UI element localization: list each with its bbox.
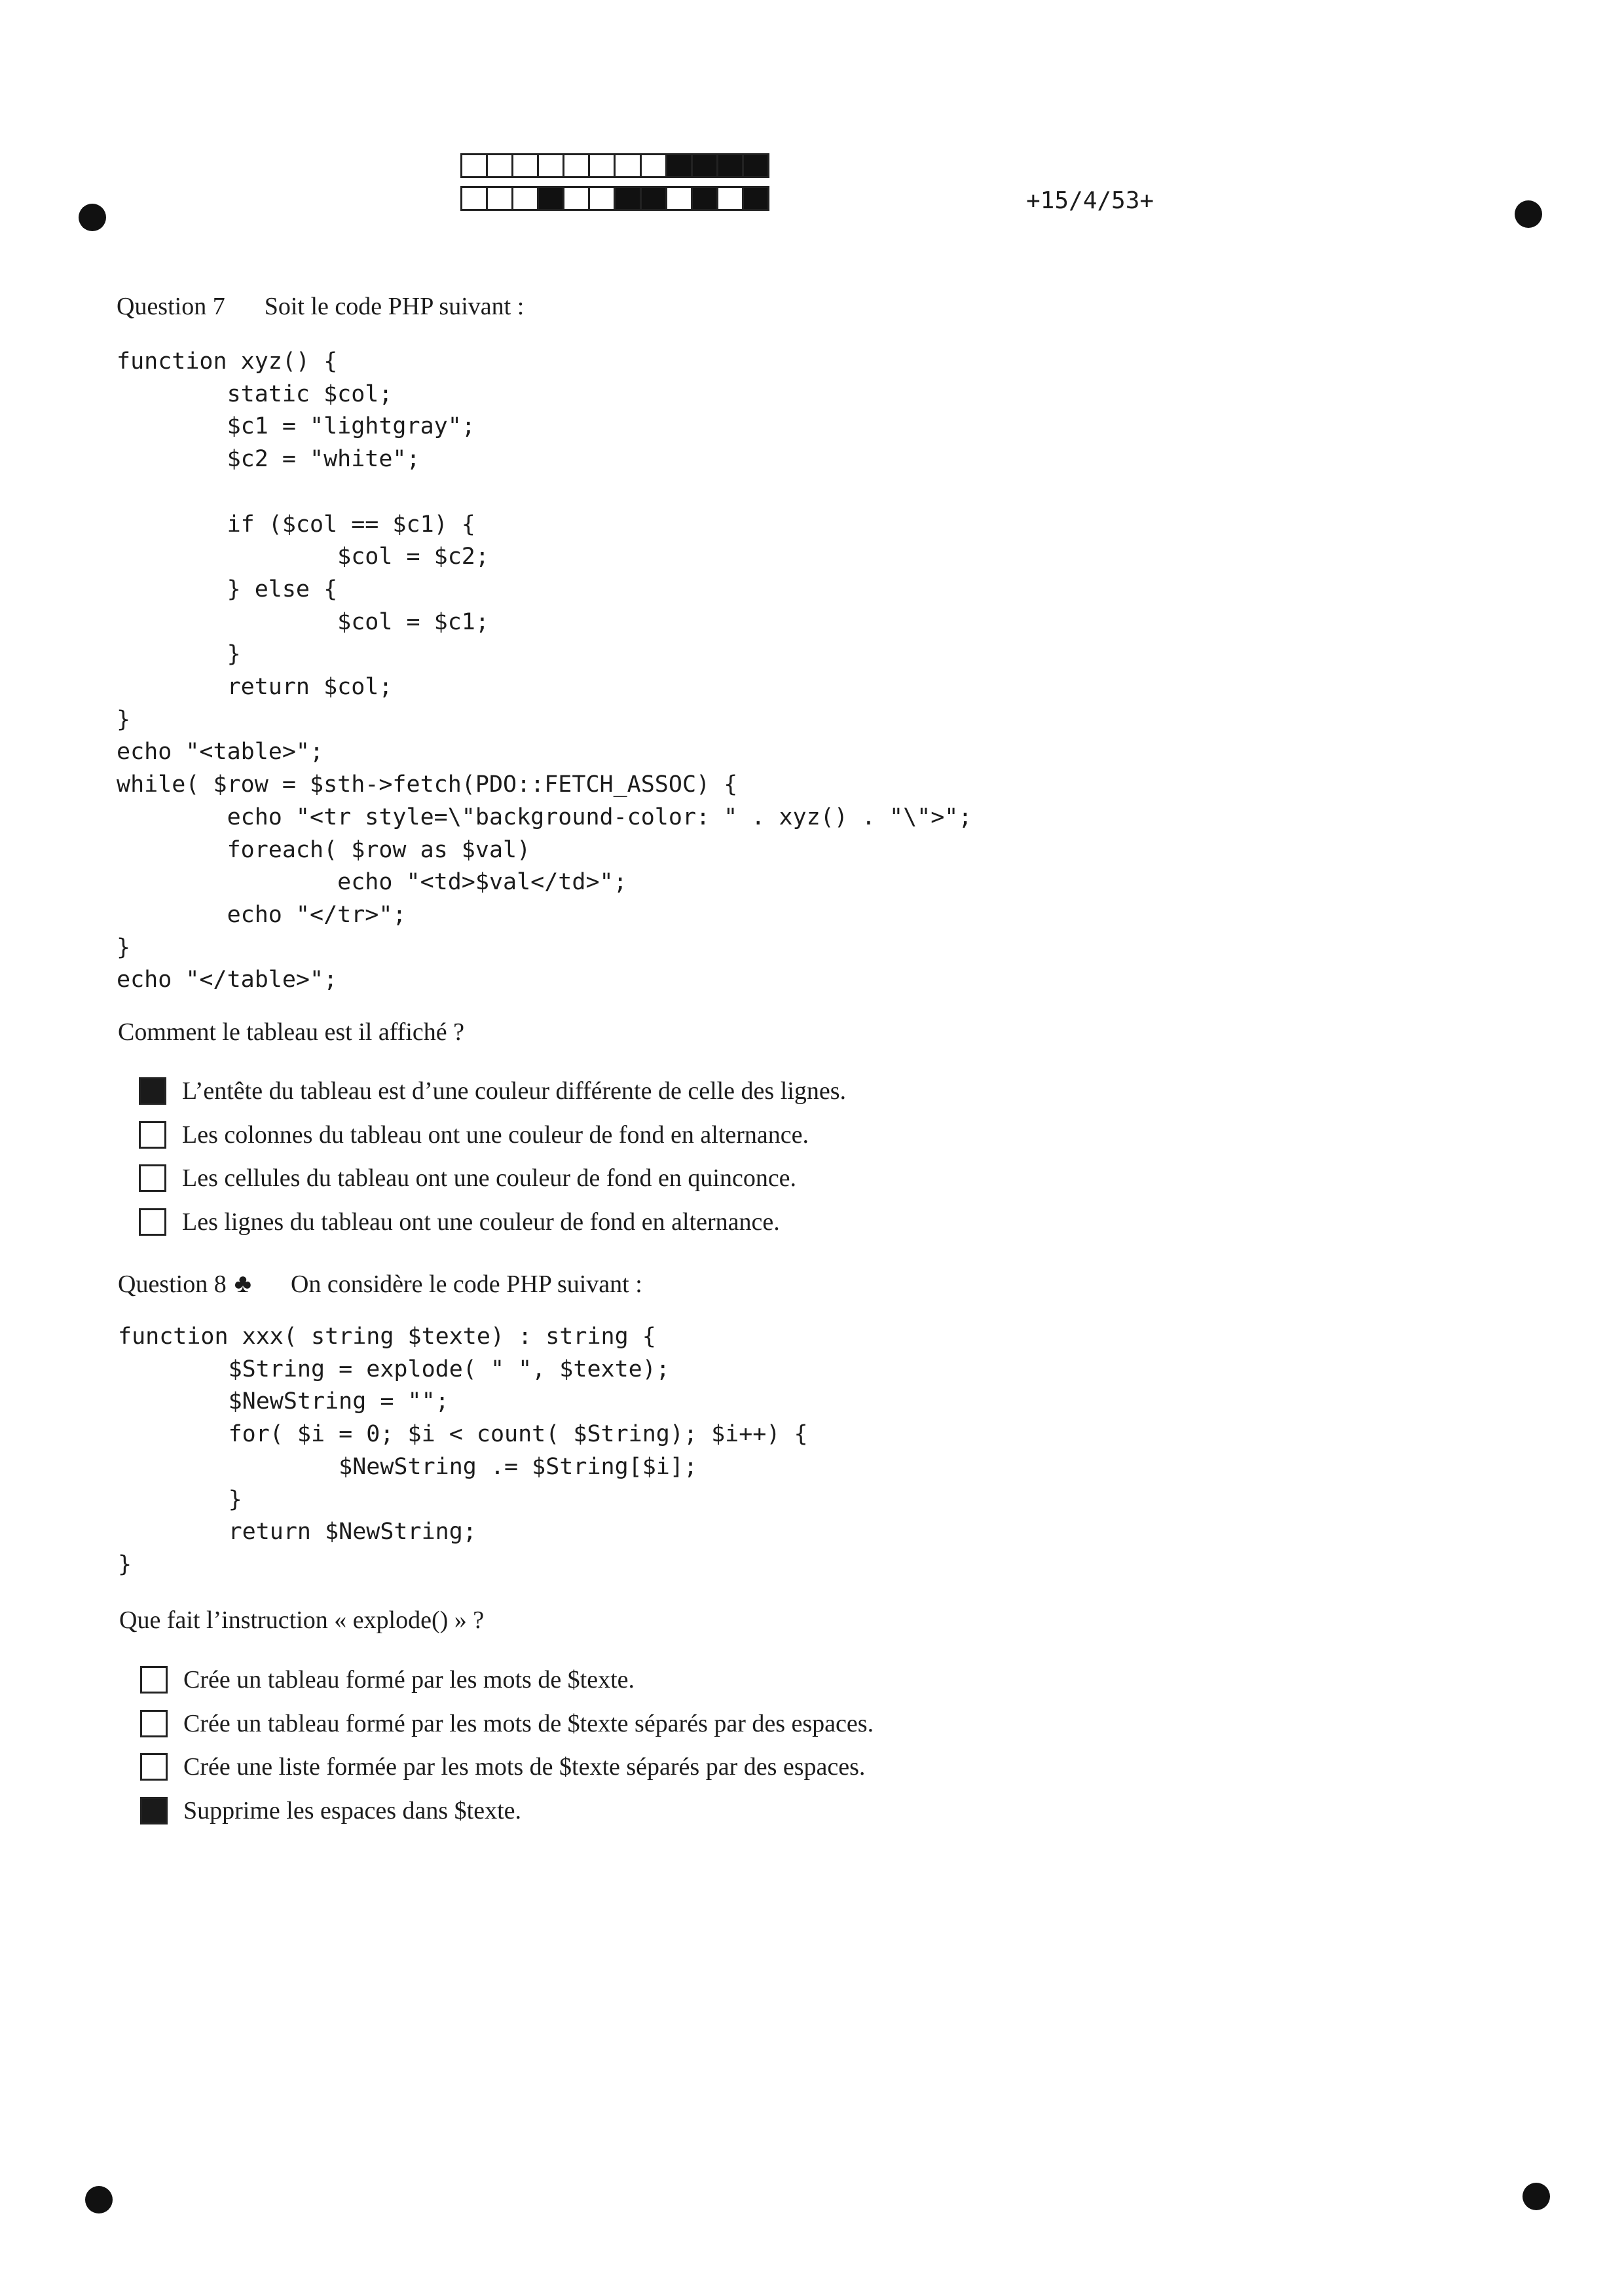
barcode-cell xyxy=(539,188,564,209)
barcode-cell xyxy=(744,188,767,209)
registration-mark-bottom-right xyxy=(1522,2183,1550,2210)
barcode-cell xyxy=(590,155,616,176)
barcode-cell xyxy=(642,188,667,209)
answer-option[interactable] xyxy=(140,1745,874,1789)
barcode-cell xyxy=(488,188,513,209)
question-7-number: Question 7 xyxy=(117,293,225,320)
question-8-title: On considère le code PHP suivant : xyxy=(290,1270,642,1298)
answer-text: Crée un tableau formé par les mots de $texte. xyxy=(183,1666,635,1694)
barcode-row-2 xyxy=(460,186,769,211)
answer-checkbox[interactable] xyxy=(140,1797,168,1824)
answer-option[interactable] xyxy=(139,1200,846,1244)
answer-checkbox[interactable] xyxy=(139,1121,166,1149)
barcode-cell xyxy=(616,188,641,209)
barcode-cell xyxy=(718,188,744,209)
answer-checkbox[interactable] xyxy=(139,1164,166,1192)
question-8-header xyxy=(118,1268,642,1299)
barcode-cell xyxy=(564,155,590,176)
barcode-cell xyxy=(488,155,513,176)
barcode-cell xyxy=(744,155,767,176)
answer-checkbox[interactable] xyxy=(140,1753,168,1781)
answer-text: Crée une liste formée par les mots de $texte séparés par des espaces. xyxy=(183,1753,866,1781)
answer-text: Crée un tableau formé par les mots de $texte séparés par des espaces. xyxy=(183,1709,874,1737)
question-8-number: Question 8 xyxy=(118,1270,227,1298)
registration-mark-top-right xyxy=(1515,200,1542,228)
barcode-cell xyxy=(667,188,693,209)
answer-text: L’entête du tableau est d’une couleur différente de celle des lignes. xyxy=(182,1077,846,1105)
answer-option[interactable] xyxy=(139,1113,846,1157)
answer-text: Les lignes du tableau ont une couleur de fond en alternance. xyxy=(182,1208,780,1236)
answer-text: Supprime les espaces dans $texte. xyxy=(183,1796,522,1824)
answer-checkbox[interactable] xyxy=(139,1208,166,1236)
question-7-code: function xyz() { static $col; $c1 = "lightgray"; $c2 = "white"; if ($col == $c1) { $col = $c2; } else { $col = $c1; } return $col; } echo "<table>"; while( $row = $sth->fetch(PDO::FETCH_ASSOC) { echo "<tr style=\"background-color: " . xyz() . "\">"; foreach( $row as $val) echo "<td>$val</td>"; echo "</tr>"; } echo "</table>"; xyxy=(117,348,972,993)
barcode-cell xyxy=(718,155,744,176)
answer-text: Les colonnes du tableau ont une couleur de fond en alternance. xyxy=(182,1120,809,1149)
question-7-header xyxy=(117,292,524,321)
question-7-title: Soit le code PHP suivant : xyxy=(264,293,525,320)
barcode-cell xyxy=(539,155,564,176)
page-id: +15/4/53+ xyxy=(1026,187,1154,214)
barcode-cell xyxy=(616,155,641,176)
question-8-code: function xxx( string $texte) : string { $String = explode( " ", $texte); $NewString = ""; for( $i = 0; $i < count( $String); $i++) { $NewString .= $String[$i]; } return $NewString; } xyxy=(118,1324,808,1578)
barcode-cell xyxy=(667,155,693,176)
barcode-cell xyxy=(693,188,718,209)
question-7-answers xyxy=(139,1069,846,1244)
answer-option[interactable] xyxy=(139,1157,846,1200)
answer-option[interactable] xyxy=(140,1702,874,1746)
barcode-cell xyxy=(462,155,488,176)
answer-checkbox[interactable] xyxy=(140,1710,168,1737)
answer-option[interactable] xyxy=(140,1789,874,1833)
barcode-cell xyxy=(462,188,488,209)
barcode-cell xyxy=(564,188,590,209)
answer-option[interactable] xyxy=(139,1069,846,1113)
question-8-answers xyxy=(140,1658,874,1832)
registration-mark-bottom-left xyxy=(85,2186,113,2213)
club-icon: ♣ xyxy=(234,1268,251,1298)
answer-checkbox[interactable] xyxy=(139,1077,166,1105)
question-8-prompt: Que fait l’instruction « explode() » ? xyxy=(119,1606,485,1634)
barcode-cell xyxy=(513,155,539,176)
barcode-cell xyxy=(590,188,616,209)
barcode-cell xyxy=(513,188,539,209)
barcode-cell xyxy=(693,155,718,176)
barcode-cell xyxy=(642,155,667,176)
question-7-prompt: Comment le tableau est il affiché ? xyxy=(118,1018,464,1046)
answer-text: Les cellules du tableau ont une couleur de fond en quinconce. xyxy=(182,1164,797,1193)
barcode-row-1 xyxy=(460,153,769,178)
answer-option[interactable] xyxy=(140,1658,874,1702)
registration-mark-top-left xyxy=(79,204,106,231)
answer-checkbox[interactable] xyxy=(140,1666,168,1694)
